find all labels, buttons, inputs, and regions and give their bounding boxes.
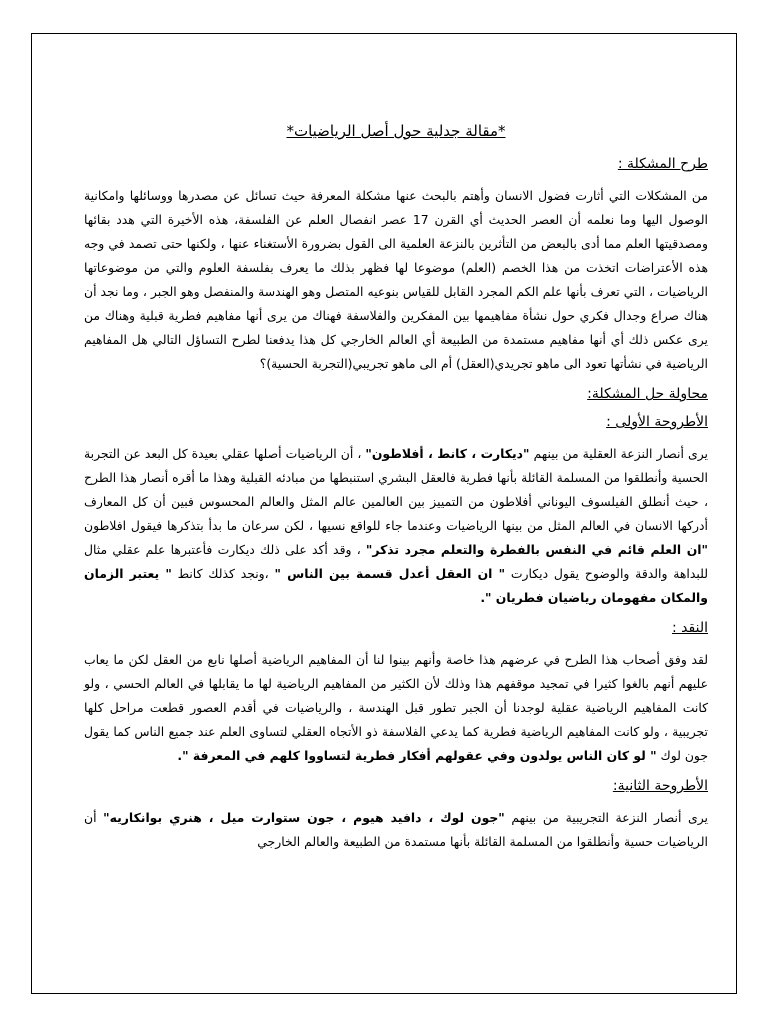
second-thesis-text-1: يرى أنصار النزعة التجريبية من بينهم	[504, 810, 708, 825]
heading-second-thesis: الأطروحة الثانية:	[612, 778, 708, 794]
paragraph-critique	[84, 648, 708, 768]
document-body	[84, 122, 708, 862]
heading-first-thesis: الأطروحة الأولى :	[606, 414, 708, 430]
kant-quote: " يعتبر الزمان والمكان مفهومان رياضيان فطريان ".	[84, 566, 708, 605]
second-thesis-text-2: أن الرياضيات حسية وأنطلقوا من المسلمة القائلة بأنها مستمدة من الطبيعة والعالم الخارجي	[84, 810, 708, 849]
paragraph-problem-statement: من المشكلات التي أثارت فضول الانسان وأهتم بالبحث عنها مشكلة المعرفة حيث تسائل عن مصدرها ووسائلها وامكانية الوصول اليها وما نعلمه أن العصر الحديث أي القرن 17 عصر انفصال العلم عن الفلسفة، هذه الأخيرة التي هدد بقائها ومصدقيتها العلم مما أدى بالبعض من التأثرين بالنزعة العلمية الى القول بضرورة الأستغناء عنها ، ولكنها حتى تصمد في وجه هذه الأعتراضات اتخذت من هذا الخصم (العلم) موضوعا لها فظهر بذلك ما يعرف بفلسفة العلوم والتي من موضوعاتها الرياضيات ، التي تعرف بأنها علم الكم المجرد القابل للقياس بنوعيه المتصل وهو الهندسة والمنفصل وهو الجبر ، وما نجد أن هناك صراع وجدال فكري حول نشأة مفاهيمها بين المفكرين والفلاسفة فهناك من يرى أنها مفاهيم فطرية قبلية وهناك من يرى عكس ذلك أي أنها مفاهيم مستمدة من الطبيعة أي العالم الخارجي كل هذا يدفعنا لطرح التساؤل التالي هل المفاهيم الرياضية في نشأتها تعود الى ماهو تجريدي(العقل) أم الى ماهو تجريبي(التجربة الحسية)؟	[84, 188, 708, 371]
paragraph-second-thesis	[84, 806, 708, 854]
critique-text-1: لقد وفق أصحاب هذا الطرح في عرضهم هذا خاصة وأنهم بينوا لنا أن المفاهيم الرياضية أصلها نابع من العقل لكن ما يعاب عليهم أنهم بالغوا كثيرا في تمجيد موقفهم هذا وذلك لأن الكثير من المفاهيم الرياضية لها ما يقابلها في العالم الحسي ، ولو كانت المفاهيم الرياضية عقلية لوجدنا أن الجبر تطور قبل الهندسة ، والرياضيات في أقدم العصور قطعت مراحل كلها تجريبية ، ولو كانت المفاهيم الرياضية فطرية كما يدعي الفلاسفة ذو الأتجاه العقلي لتساوى العلم عند جميع الناس كما يقول جون لوك	[84, 652, 708, 763]
heading-solution-attempt: محاولة حل المشكلة:	[587, 386, 708, 402]
locke-quote: " لو كان الناس يولدون وفي عقولهم أفكار فطرية لتساووا كلهم في المعرفة ".	[177, 748, 657, 763]
first-thesis-text-2: ، أن الرياضيات أصلها عقلي بعيدة كل البعد عن التجربة الحسية وأنطلقوا من المسلمة القائلة بأنها فطرية فالعقل البشري استنبطها من مبادئه القبلية وهذا ما أقره أنصار هذا الطرح ، حيث أنطلق الفيلسوف اليوناني أفلاطون من التمييز بين العالمين عالم المثل والعالم المحسوس فبين أن كل المعارف أدركها الانسان في العالم المثل من بينها الرياضيات وعندما جاء للواقع نسيها ، لكن سرعان ما بدأ بتذكرها فيقول افلاطون	[84, 446, 708, 533]
heading-critique: النقد :	[672, 620, 708, 636]
heading-problem-statement: طرح المشكلة :	[617, 156, 708, 172]
descartes-quote: " ان العقل أعدل قسمة بين الناس "	[274, 566, 506, 581]
first-thesis-names: "ديكارت ، كانط ، أفلاطون"	[365, 446, 530, 461]
second-thesis-names: "جون لوك ، دافيد هيوم ، جون ستوارت ميل ، هنري بوانكاريه"	[103, 810, 505, 825]
plato-quote: "ان العلم قائم في النفس بالفطرة والتعلم مجرد تذكر"	[365, 542, 708, 557]
first-thesis-text-1: يرى أنصار النزعة العقلية من بينهم	[529, 446, 708, 461]
paragraph-first-thesis	[84, 442, 708, 610]
first-thesis-text-3: ، وقد أكد على ذلك ديكارت فأعتبرها علم عقلي مثال للبداهة والدقة والوضوح يقول ديكارت	[84, 542, 708, 581]
document-title: *مقالة جدلية حول أصل الرياضيات*	[286, 122, 506, 140]
first-thesis-text-4: ،ونجد كذلك كانط	[171, 566, 275, 581]
